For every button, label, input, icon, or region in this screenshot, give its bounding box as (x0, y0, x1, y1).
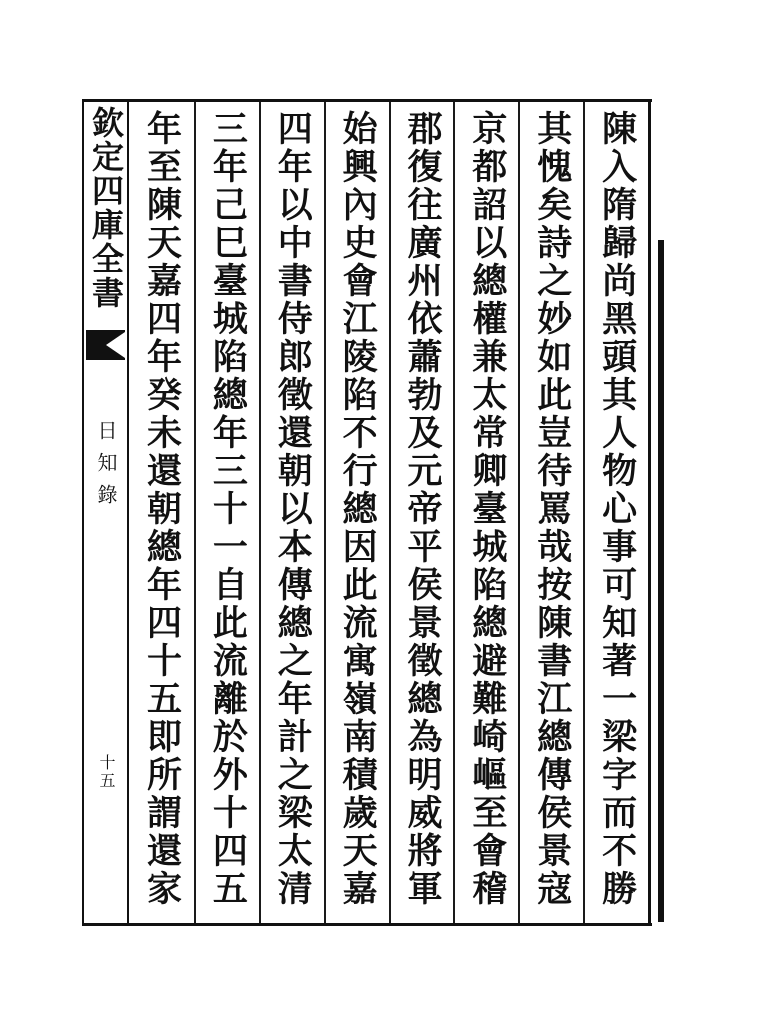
page-number: 十五 (97, 754, 116, 790)
collection-title: 欽定四庫全書 (87, 106, 125, 310)
page-margin-strip (84, 102, 129, 923)
column-text: 京都詔以總權兼太常卿臺城陷總避難崎嶇至會稽 (466, 110, 508, 908)
column-text: 陳入隋歸尚黑頭其人物心事可知著一梁字而不勝 (596, 110, 638, 908)
fish-tail-mark-icon (86, 330, 125, 360)
column-text: 四年以中書侍郎徵還朝以本傳總之年計之梁太清 (272, 110, 314, 908)
column-text: 年至陳天嘉四年癸未還朝總年四十五即所謂還家 (141, 110, 183, 908)
column-text: 郡復往廣州依蕭勃及元帝平侯景徵總為明威將軍 (401, 110, 443, 908)
text-column (324, 102, 389, 923)
text-column (583, 102, 648, 923)
frame-bottom-rule (82, 923, 652, 926)
frame-right-rule (648, 99, 651, 926)
text-column (194, 102, 259, 923)
text-column (129, 102, 194, 923)
text-column (518, 102, 583, 923)
text-body (129, 102, 648, 923)
column-text: 其愧矣詩之妙如此豈待罵哉按陳書江總傳侯景寇 (531, 110, 573, 908)
book-title: 日知錄 (94, 420, 118, 516)
column-text: 三年己巳臺城陷總年三十一自此流離於外十四五 (207, 110, 249, 908)
text-column (453, 102, 518, 923)
text-column (259, 102, 324, 923)
page-fold-border (658, 240, 664, 922)
column-text: 始興內史會江陵陷不行總因此流寓嶺南積歲天嘉 (337, 110, 379, 908)
text-column (389, 102, 454, 923)
